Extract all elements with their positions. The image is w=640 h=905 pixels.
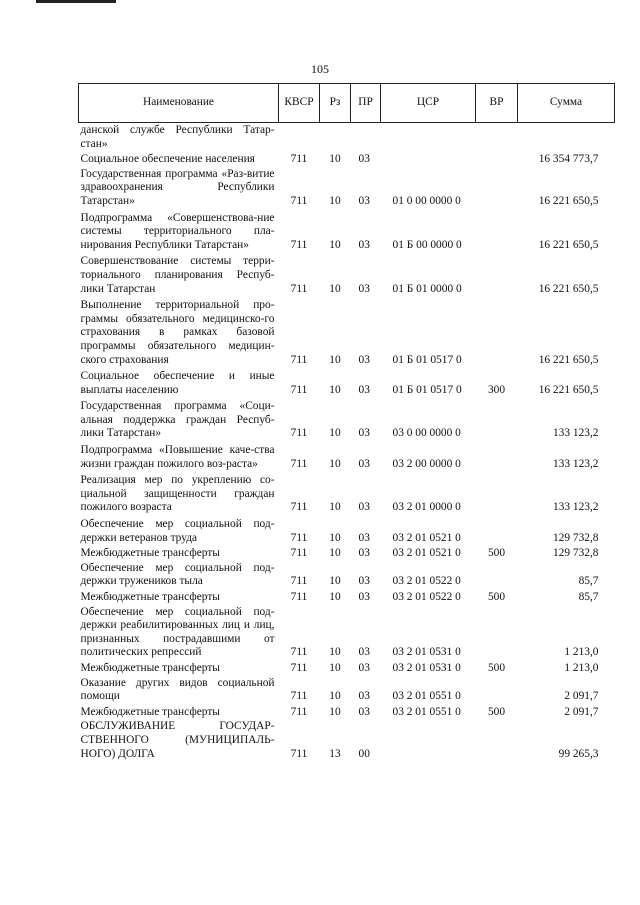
- cell-sum: 99 265,3: [558, 747, 599, 760]
- cell-vr: 500: [487, 547, 506, 560]
- cell-name: Выполнение территориальной про-граммы обязательного медицинско-го страхования в рамках базовой программы обязательного медицин-ского страхования: [80, 299, 275, 366]
- cell-pr: 03: [358, 427, 370, 440]
- cell-csr: 03 2 01 0551 0: [392, 705, 461, 718]
- cell-name: Социальное обеспечение и иные выплаты населению: [80, 370, 275, 396]
- cell-rz: 10: [329, 194, 341, 207]
- cell-csr: 03 2 01 0521 0: [392, 531, 461, 544]
- cell-kvsr: 711: [290, 705, 308, 718]
- cell-csr: [381, 123, 476, 154]
- header-sum: Сумма: [518, 84, 615, 123]
- cell-rz: 10: [329, 153, 341, 166]
- cell-name: Обеспечение мер социальной под-держки тружеников тыла: [80, 561, 275, 588]
- cell-csr: 03 2 01 0000 0: [392, 501, 461, 514]
- cell-rz: 10: [329, 353, 341, 366]
- table-row: [79, 298, 615, 369]
- cell-rz: 10: [329, 427, 341, 440]
- cell-csr: 01 Б 01 0000 0: [392, 282, 462, 295]
- cell-sum: 2 091,7: [564, 690, 599, 703]
- cell-pr: 03: [358, 705, 370, 718]
- cell-name: Оказание других видов социальной помощи: [80, 676, 275, 703]
- page-number: 105: [311, 62, 329, 76]
- table-row: [79, 706, 615, 720]
- cell-pr: 03: [358, 547, 370, 560]
- cell-sum: 1 213,0: [564, 646, 599, 659]
- cell-pr: 03: [358, 282, 370, 295]
- cell-rz: 10: [329, 690, 341, 703]
- cell-kvsr: 711: [290, 282, 308, 295]
- cell-name: Межбюджетные трансферты: [80, 661, 220, 674]
- cell-vr: [476, 719, 518, 763]
- cell-csr: 03 2 01 0531 0: [392, 646, 461, 659]
- cell-rz: 10: [329, 238, 341, 251]
- cell-rz: [320, 123, 351, 154]
- cell-kvsr: 711: [290, 661, 308, 674]
- cell-kvsr: 711: [290, 153, 308, 166]
- cell-kvsr: 711: [290, 690, 308, 703]
- cell-vr: [476, 211, 518, 255]
- cell-vr: [476, 167, 518, 211]
- cell-pr: 03: [358, 353, 370, 366]
- table-row: [79, 591, 615, 605]
- table-row: [79, 399, 615, 443]
- budget-table: [78, 83, 615, 763]
- cell-name: Подпрограмма «Совершенствова-ние системы территориального пла-нирования Республики Татарстан»: [80, 211, 275, 251]
- cell-rz: 10: [329, 531, 341, 544]
- cell-vr: 500: [487, 705, 506, 718]
- cell-vr: [476, 473, 518, 517]
- cell-kvsr: 711: [290, 575, 308, 588]
- cell-name: Государственная программа «Соци-альная поддержка граждан Респуб-лики Татарстан»: [80, 400, 275, 440]
- cell-pr: 03: [358, 661, 370, 674]
- cell-kvsr: 711: [290, 531, 308, 544]
- cell-name: Межбюджетные трансферты: [80, 591, 220, 603]
- cell-rz: 10: [329, 705, 341, 718]
- cell-csr: 03 2 01 0521 0: [392, 547, 461, 560]
- cell-vr: [476, 561, 518, 591]
- cell-name: данской службе Республики Татар-стан»: [80, 124, 275, 150]
- cell-csr: 01 Б 00 0000 0: [392, 238, 462, 251]
- cell-csr: 03 2 01 0531 0: [392, 661, 461, 674]
- cell-pr: 03: [358, 531, 370, 544]
- cell-csr: 01 Б 01 0517 0: [392, 383, 462, 396]
- cell-rz: 10: [329, 575, 341, 588]
- cell-csr: 03 2 01 0551 0: [392, 690, 461, 703]
- cell-name: Реализация мер по укреплению со-циальной защищенности граждан пожилого возраста: [80, 474, 275, 514]
- cell-vr: 500: [487, 661, 506, 674]
- table-row: [79, 443, 615, 473]
- header-kvsr: КВСР: [279, 84, 320, 123]
- cell-sum: 2 091,7: [564, 705, 599, 718]
- table-row: [79, 369, 615, 399]
- cell-name: Государственная программа «Раз-витие здравоохранения Республики Татарстан»: [80, 167, 275, 207]
- table-row: [79, 254, 615, 298]
- table-row: [79, 676, 615, 706]
- cell-pr: 03: [358, 575, 370, 588]
- scan-edge-mark: [36, 0, 116, 3]
- cell-vr: [476, 399, 518, 443]
- cell-kvsr: 711: [290, 383, 308, 396]
- table-row: [79, 662, 615, 676]
- cell-pr: 03: [358, 457, 370, 470]
- cell-csr: 03 2 01 0522 0: [392, 575, 461, 588]
- cell-pr: 03: [358, 238, 370, 251]
- cell-rz: 13: [329, 747, 341, 760]
- cell-kvsr: [279, 123, 320, 154]
- cell-vr: [476, 254, 518, 298]
- cell-sum: 133 123,2: [552, 501, 599, 514]
- cell-kvsr: 711: [290, 591, 308, 603]
- table-row: [79, 123, 615, 154]
- cell-rz: 10: [329, 591, 341, 603]
- cell-sum: 16 221 650,5: [538, 383, 599, 396]
- cell-name: ОБСЛУЖИВАНИЕ ГОСУДАР-СТВЕННОГО (МУНИЦИПАЛЬ-НОГО) ДОЛГА: [80, 720, 275, 760]
- cell-sum: 129 732,8: [552, 531, 599, 544]
- cell-vr: [476, 676, 518, 706]
- cell-rz: 10: [329, 661, 341, 674]
- header-name: Наименование: [79, 84, 279, 123]
- cell-sum: 16 221 650,5: [538, 353, 599, 366]
- cell-kvsr: 711: [290, 457, 308, 470]
- table-row: [79, 167, 615, 211]
- cell-vr: 300: [487, 383, 506, 396]
- table-body: [79, 123, 615, 764]
- cell-vr: [476, 153, 518, 167]
- table-row: [79, 473, 615, 517]
- cell-name: Обеспечение мер социальной под-держки реабилитированных лиц и лиц, признанных пострадавшими от политических репрессий: [80, 605, 275, 659]
- table-row: [79, 719, 615, 763]
- cell-sum: 16 221 650,5: [538, 194, 599, 207]
- cell-vr: [476, 605, 518, 662]
- cell-pr: 00: [358, 747, 370, 760]
- cell-rz: 10: [329, 457, 341, 470]
- cell-kvsr: 711: [290, 547, 308, 560]
- cell-csr: 01 Б 01 0517 0: [392, 353, 462, 366]
- cell-vr: [476, 517, 518, 547]
- cell-pr: 03: [358, 194, 370, 207]
- cell-sum: 16 221 650,5: [538, 238, 599, 251]
- cell-pr: 03: [358, 383, 370, 396]
- cell-pr: 03: [358, 646, 370, 659]
- table-row: [79, 547, 615, 561]
- cell-vr: [476, 443, 518, 473]
- table-row: [79, 153, 615, 167]
- cell-kvsr: 711: [290, 238, 308, 251]
- cell-csr: 03 2 01 0522 0: [392, 591, 461, 603]
- cell-rz: 10: [329, 646, 341, 659]
- header-pr: ПР: [351, 84, 381, 123]
- cell-sum: 129 732,8: [552, 547, 599, 560]
- header-vr: ВР: [476, 84, 518, 123]
- cell-sum: 133 123,2: [552, 457, 599, 470]
- cell-name: Социальное обеспечение населения: [80, 153, 255, 166]
- cell-pr: 03: [358, 591, 370, 603]
- cell-rz: 10: [329, 383, 341, 396]
- cell-name: Подпрограмма «Повышение каче-ства жизни граждан пожилого воз-раста»: [80, 444, 275, 470]
- cell-csr: [381, 719, 476, 763]
- cell-sum: 133 123,2: [552, 427, 599, 440]
- cell-sum: 16 354 773,7: [538, 153, 599, 166]
- cell-rz: 10: [329, 501, 341, 514]
- cell-pr: 03: [358, 690, 370, 703]
- cell-kvsr: 711: [290, 501, 308, 514]
- header-rz: Рз: [320, 84, 351, 123]
- cell-pr: [351, 123, 381, 154]
- cell-kvsr: 711: [290, 353, 308, 366]
- cell-csr: 03 0 00 0000 0: [392, 427, 461, 440]
- cell-vr: 500: [487, 591, 506, 603]
- table-header-row: [79, 84, 615, 123]
- cell-pr: 03: [358, 501, 370, 514]
- table-row: [79, 211, 615, 255]
- cell-sum: [518, 123, 615, 154]
- header-csr: ЦСР: [381, 84, 476, 123]
- table-row: [79, 561, 615, 591]
- cell-kvsr: 711: [290, 646, 308, 659]
- cell-sum: 16 221 650,5: [538, 282, 599, 295]
- cell-name: Межбюджетные трансферты: [80, 705, 220, 718]
- cell-csr: 03 2 00 0000 0: [392, 457, 461, 470]
- cell-vr: [476, 298, 518, 369]
- table-row: [79, 605, 615, 662]
- cell-sum: 1 213,0: [564, 661, 599, 674]
- cell-kvsr: 711: [290, 747, 308, 760]
- cell-rz: 10: [329, 547, 341, 560]
- cell-name: Обеспечение мер социальной под-держки ветеранов труда: [80, 518, 275, 544]
- cell-sum: 85,7: [578, 575, 599, 588]
- cell-csr: [381, 153, 476, 167]
- cell-kvsr: 711: [290, 427, 308, 440]
- cell-pr: 03: [358, 153, 370, 166]
- cell-kvsr: 711: [290, 194, 308, 207]
- cell-name: Межбюджетные трансферты: [80, 547, 220, 560]
- cell-name: Совершенствование системы терри-ториального планирования Респуб-лики Татарстан: [80, 255, 275, 295]
- table-row: [79, 517, 615, 547]
- cell-rz: 10: [329, 282, 341, 295]
- cell-csr: 01 0 00 0000 0: [392, 194, 461, 207]
- cell-sum: 85,7: [578, 591, 599, 603]
- cell-vr: [476, 123, 518, 154]
